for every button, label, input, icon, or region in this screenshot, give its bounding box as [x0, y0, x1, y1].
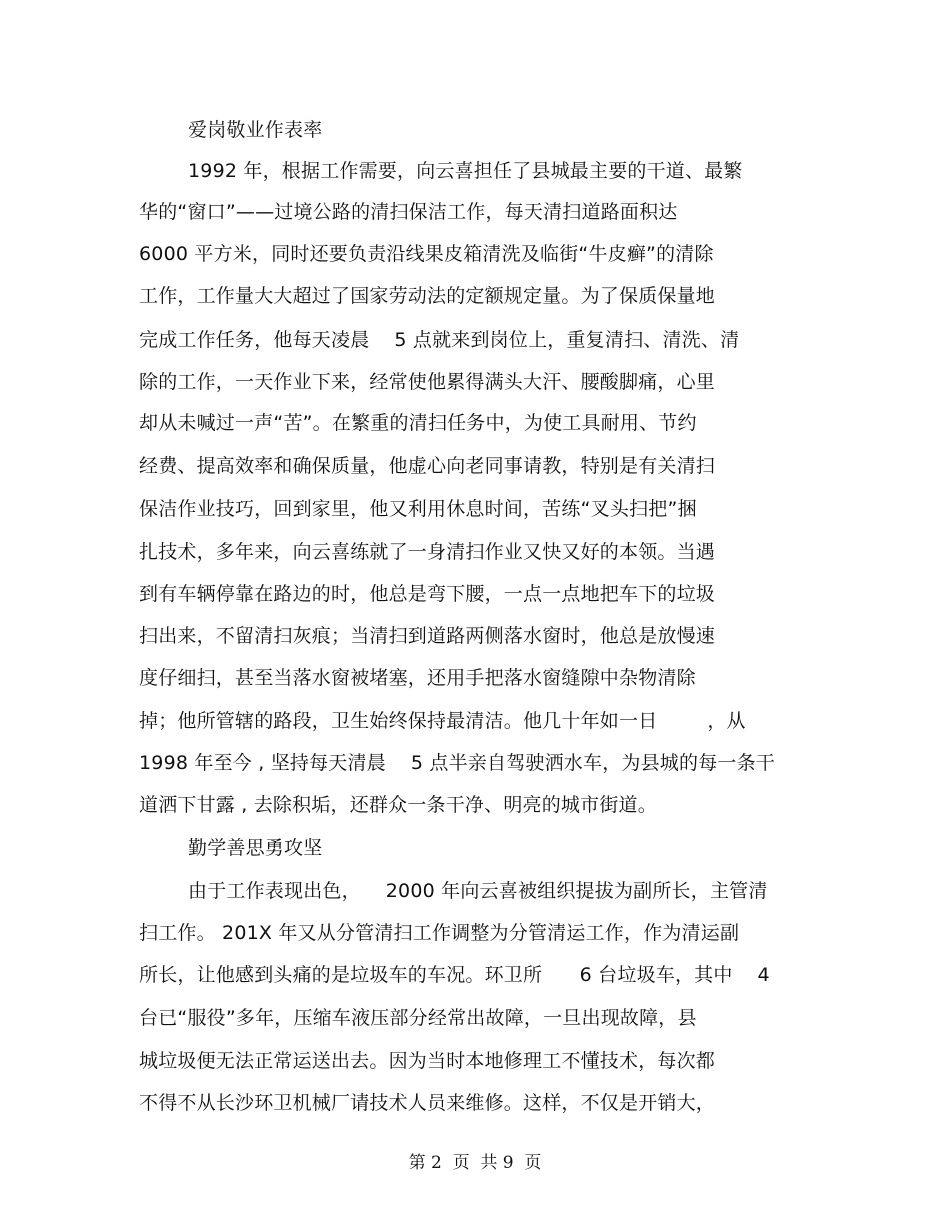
section-heading-2: 勤学善思勇攻坚	[188, 837, 323, 859]
paragraph-line: 工作，工作量大大超过了国家劳动法的定额规定量。为了保质保量地	[139, 285, 716, 307]
paragraph-line: 完成工作任务，他每天凌晨 5 点就来到岗位上，重复清扫、清洗、清	[139, 329, 740, 351]
paragraph-line: 华的“窗口”——过境公路的清扫保洁工作，每天清扫道路面积达	[139, 201, 678, 223]
paragraph-line: 道洒下甘露 , 去除积垢，还群众一条干净、明亮的城市街道。	[139, 794, 657, 816]
paragraph-line: 保洁作业技巧，回到家里，他又利用休息时间，苦练“叉头扫把”捆	[139, 498, 697, 520]
paragraph-line: 1992 年，根据工作需要，向云喜担任了县城最主要的干道、最繁	[188, 160, 743, 182]
paragraph-line: 却从未喊过一声“苦”。在繁重的清扫任务中，为使工具耐用、节约	[139, 412, 697, 434]
paragraph-line: 度仔细扫，甚至当落水窗被堵塞，还用手把落水窗缝隙中杂物清除	[139, 667, 696, 689]
paragraph-line: 台已“服役”多年，压缩车液压部分经常出故障，一旦出现故障，县	[139, 1007, 697, 1029]
paragraph-line: 扫出来，不留清扫灰痕；当清扫到道路两侧落水窗时，他总是放慢速	[139, 625, 716, 647]
page-number-footer: 第 2 页 共 9 页	[408, 1153, 542, 1173]
paragraph-line: 城垃圾便无法正常运送出去。因为当时本地修理工不懂技术，每次都	[139, 1050, 716, 1072]
paragraph-line: 由于工作表现出色， 2000 年向云喜被组织提拔为副所长，主管清	[188, 880, 768, 902]
paragraph-line: 扎技术，多年来，向云喜练就了一身清扫作业又快又好的本领。当遇	[139, 541, 716, 563]
paragraph-line: 掉；他所管辖的路段，卫生始终保持最清洁。他几十年如一日 ，从	[139, 710, 746, 732]
paragraph-line: 不得不从长沙环卫机械厂请技术人员来维修。这样，不仅是开销大，	[139, 1092, 716, 1114]
paragraph-line: 扫工作。 201X 年又从分管清扫工作调整为分管清运工作，作为清运副	[139, 922, 740, 944]
paragraph-line: 到有车辆停靠在路边的时，他总是弯下腰，一点一点地把车下的垃圾	[139, 583, 716, 605]
paragraph-line: 1998 年至今 , 坚持每天清晨 5 点半亲自驾驶洒水车，为县城的每一条干	[139, 752, 775, 774]
paragraph-line: 6000 平方米，同时还要负责沿线果皮箱清洗及临街“牛皮癣”的清除	[139, 243, 714, 265]
paragraph-line: 所长，让他感到头痛的是垃圾车的车况。环卫所 6 台垃圾车，其中 4	[139, 964, 770, 986]
paragraph-line: 经费、提高效率和确保质量，他虚心向老同事请教，特别是有关清扫	[139, 455, 716, 477]
paragraph-line: 除的工作，一天作业下来，经常使他累得满头大汗、腰酸脚痛，心里	[139, 371, 716, 393]
section-heading-1: 爱岗敬业作表率	[188, 119, 323, 141]
